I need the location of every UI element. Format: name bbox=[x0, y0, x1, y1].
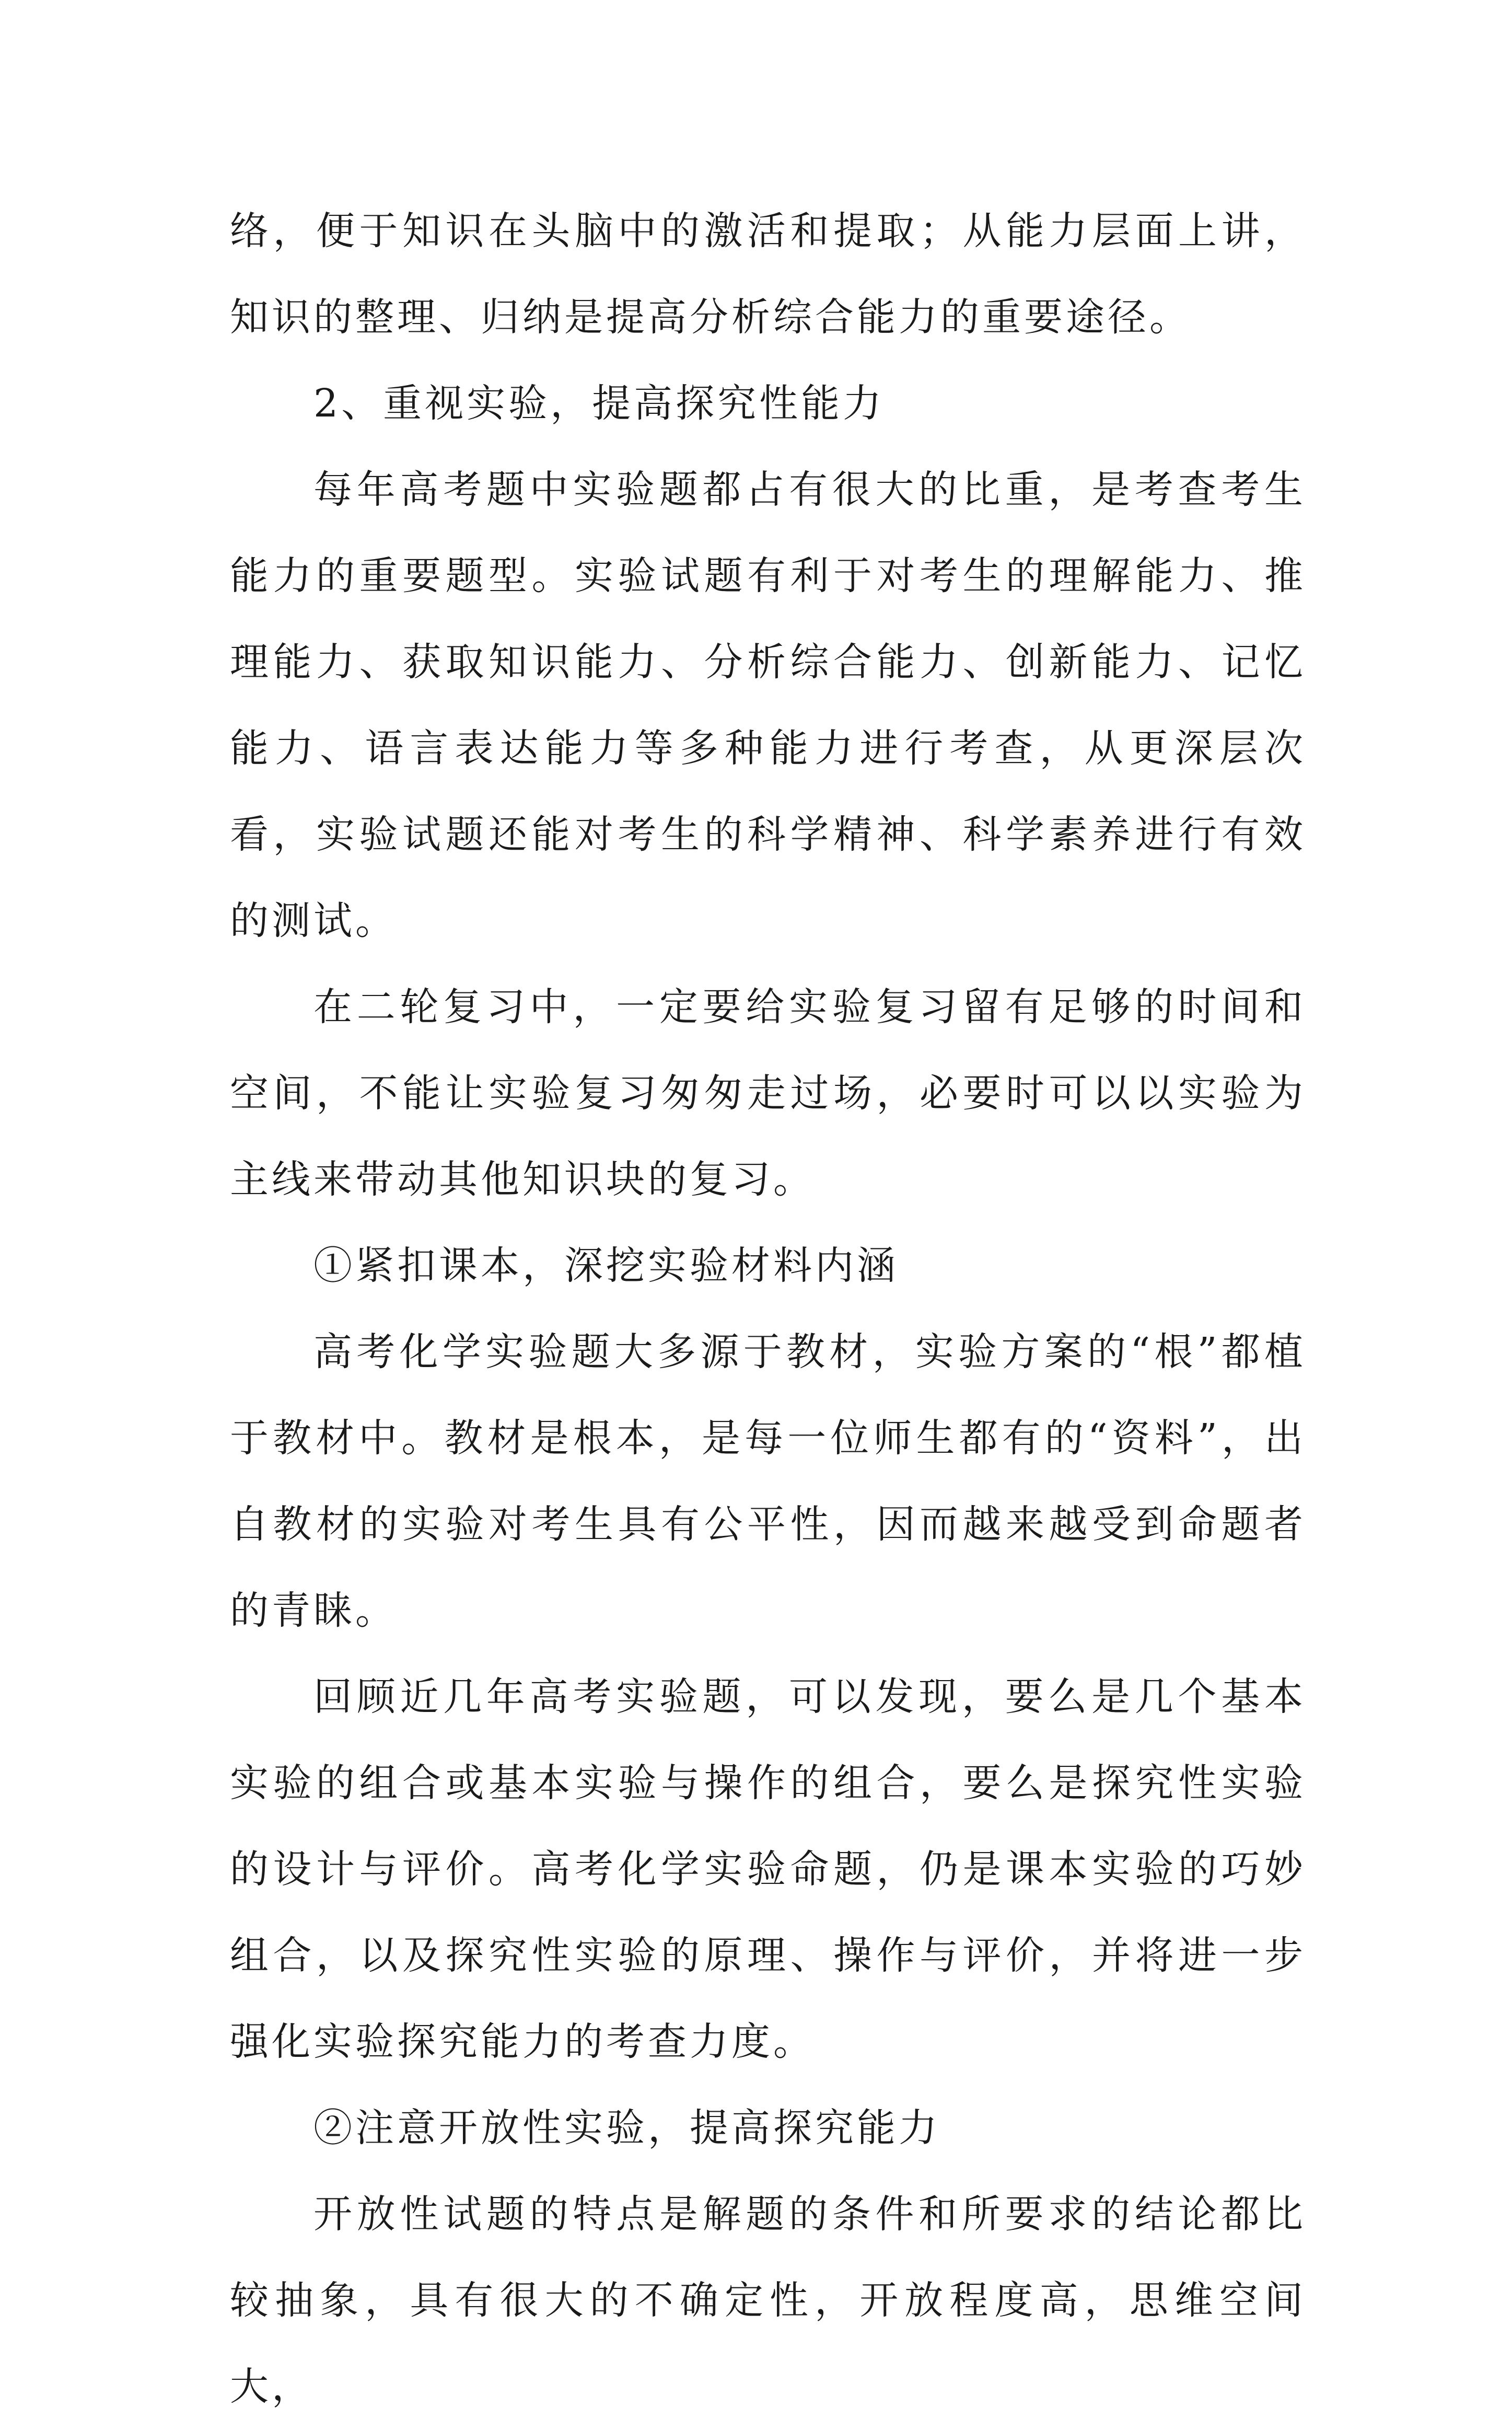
paragraph: 每年高考题中实验题都占有很大的比重，是考查考生能力的重要题型。实验试题有利于对考生的理解能力、推理能力、获取知识能力、分析综合能力、创新能力、记忆能力、语言表达能力等多种能力进行考查，从更深层次看，实验试题还能对考生的科学精神、科学素养进行有效的测试。 bbox=[230, 467, 1306, 943]
paragraph-continuation: 络，便于知识在头脑中的激活和提取；从能力层面上讲，知识的整理、归纳是提高分析综合能力的重要途径。 bbox=[230, 209, 1306, 340]
subheading-open-experiments: ②注意开放性实验，提高探究能力 bbox=[313, 2105, 940, 2150]
document-body bbox=[230, 188, 1306, 2430]
section-heading-experiments: 2、重视实验，提高探究性能力 bbox=[313, 381, 885, 426]
paragraph: 高考化学实验题大多源于教材，实验方案的“根”都植于教材中。教材是根本，是每一位师生都有的“资料”，出自教材的实验对考生具有公平性，因而越来越受到命题者的青睐。 bbox=[230, 1329, 1306, 1633]
paragraph: 回顾近几年高考实验题，可以发现，要么是几个基本实验的组合或基本实验与操作的组合，要么是探究性实验的设计与评价。高考化学实验命题，仍是课本实验的巧妙组合，以及探究性实验的原理、操作与评价，并将进一步强化实验探究能力的考查力度。 bbox=[230, 1674, 1306, 2064]
paragraph: 在二轮复习中，一定要给实验复习留有足够的时间和空间，不能让实验复习匆匆走过场，必要时可以以实验为主线来带动其他知识块的复习。 bbox=[230, 985, 1306, 1202]
paragraph: 开放性试题的特点是解题的条件和所要求的结论都比较抽象，具有很大的不确定性，开放程度高，思维空间大， bbox=[230, 2192, 1306, 2409]
subheading-textbook: ①紧扣课本，深挖实验材料内涵 bbox=[313, 1243, 899, 1288]
